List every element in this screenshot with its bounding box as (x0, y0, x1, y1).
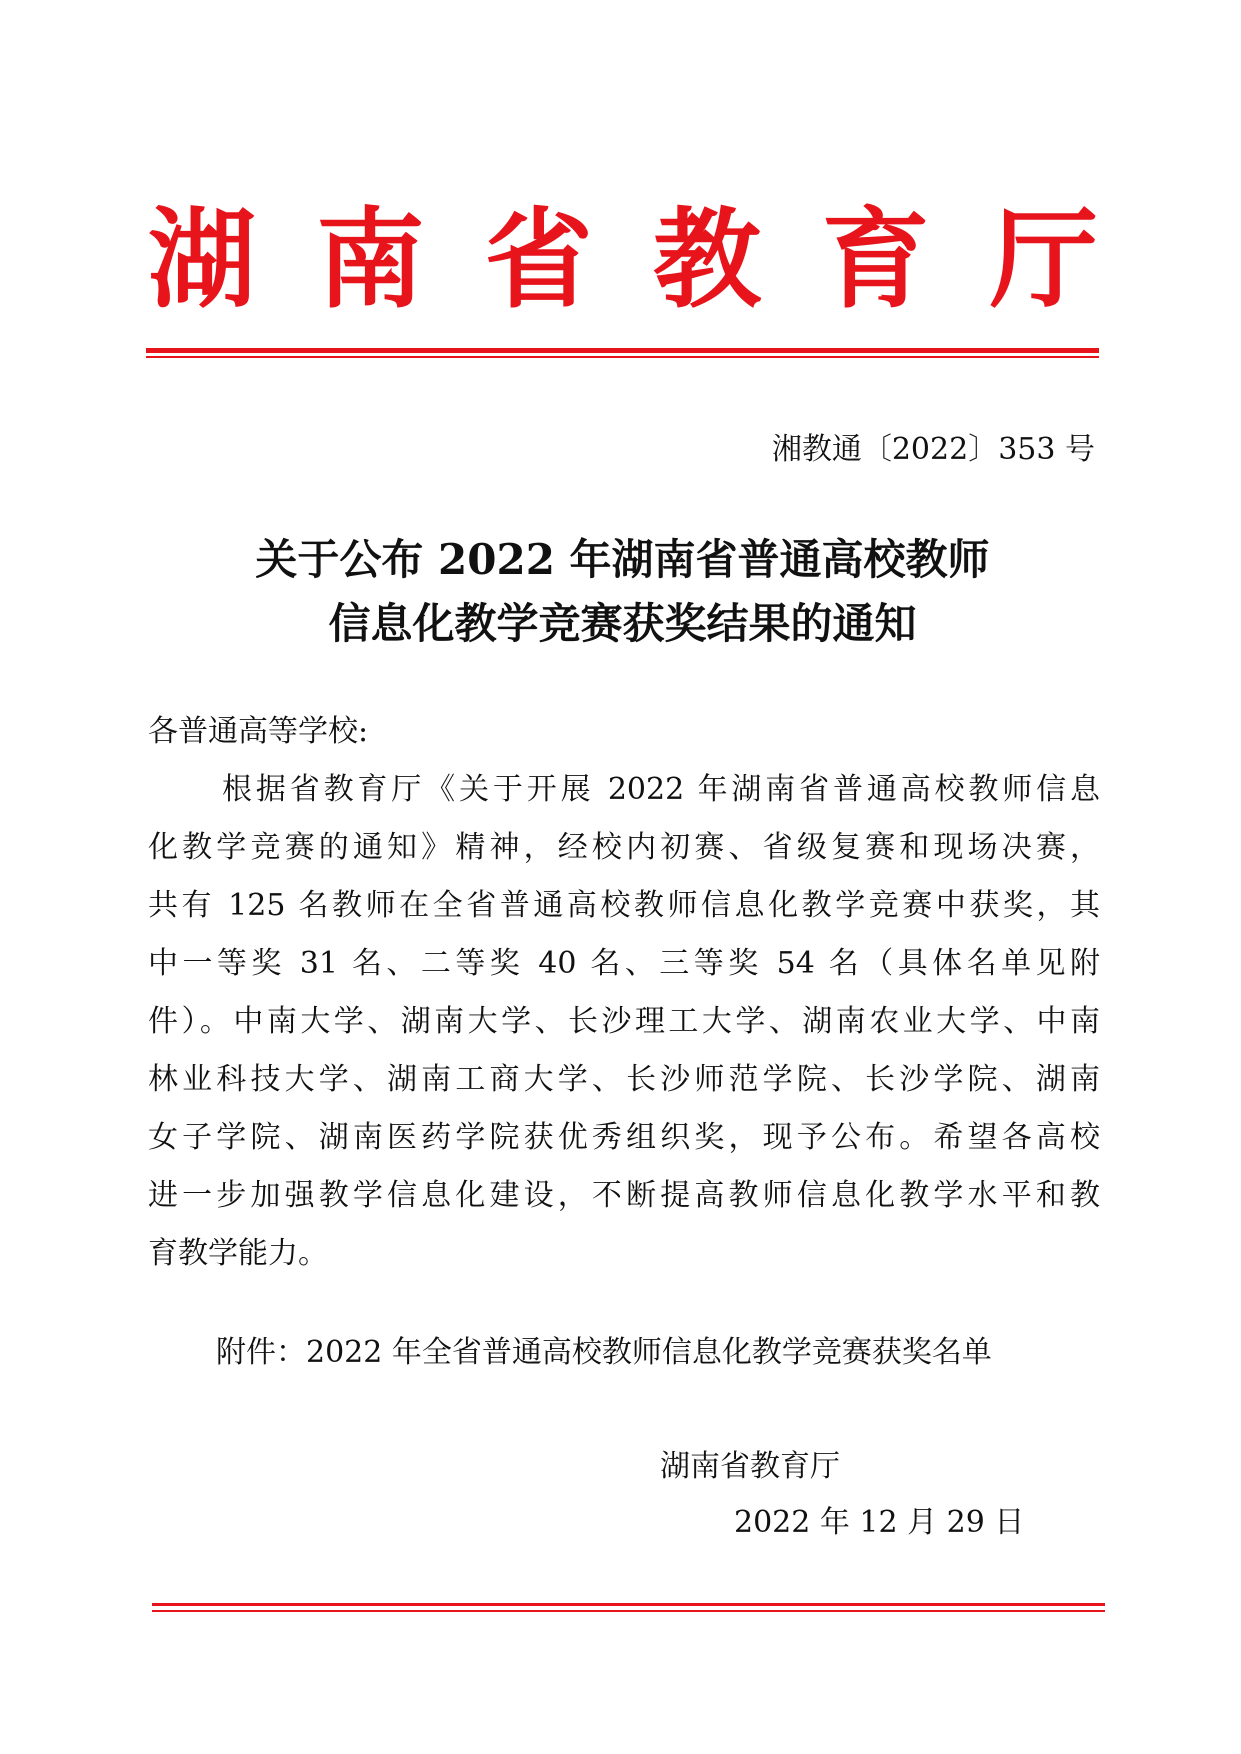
masthead-char: 厅 (989, 198, 1098, 323)
document-title (146, 528, 1099, 656)
body-line: 进一步加强教学信息化建设，不断提高教师信息化教学水平和教 (148, 1178, 1100, 1213)
title-line-1: 关于公布 2022 年湖南省普通高校教师 (255, 535, 990, 584)
masthead-title (148, 196, 1098, 326)
header-red-rule-thick (146, 348, 1099, 353)
body-line: 根据省教育厅《关于开展 2022 年湖南省普通高校教师信息 (222, 772, 1100, 807)
signature-organization: 湖南省教育厅 (660, 1449, 840, 1484)
document-number: 湘教通〔2022〕353 号 (771, 432, 1095, 467)
body-line: 中一等奖 31 名、二等奖 40 名、三等奖 54 名（具体名单见附 (148, 946, 1100, 981)
footer-red-rule-thick (152, 1603, 1105, 1606)
title-line-2: 信息化教学竞赛获奖结果的通知 (328, 599, 917, 648)
body-line: 女子学院、湖南医药学院获优秀组织奖，现予公布。希望各高校 (148, 1120, 1100, 1155)
masthead-char: 育 (821, 198, 930, 323)
masthead-char: 湖 (148, 198, 257, 323)
signature-date: 2022 年 12 月 29 日 (734, 1505, 1025, 1540)
header-red-rule-thin (146, 356, 1099, 358)
footer-red-rule-thin (152, 1610, 1105, 1612)
body-line: 共有 125 名教师在全省普通高校教师信息化教学竞赛中获奖，其 (148, 888, 1100, 923)
masthead-char: 省 (484, 198, 593, 323)
body-line: 化教学竞赛的通知》精神，经校内初赛、省级复赛和现场决赛， (148, 830, 1100, 865)
body-line: 育教学能力。 (148, 1236, 328, 1271)
masthead-char: 南 (316, 198, 425, 323)
salutation: 各普通高等学校: (148, 714, 369, 749)
body-line: 件）。中南大学、湖南大学、长沙理工大学、湖南农业大学、中南 (148, 1004, 1100, 1039)
attachment-line: 附件：2022 年全省普通高校教师信息化教学竞赛获奖名单 (216, 1335, 992, 1370)
masthead-char: 教 (653, 198, 762, 323)
body-line: 林业科技大学、湖南工商大学、长沙师范学院、长沙学院、湖南 (148, 1062, 1100, 1097)
